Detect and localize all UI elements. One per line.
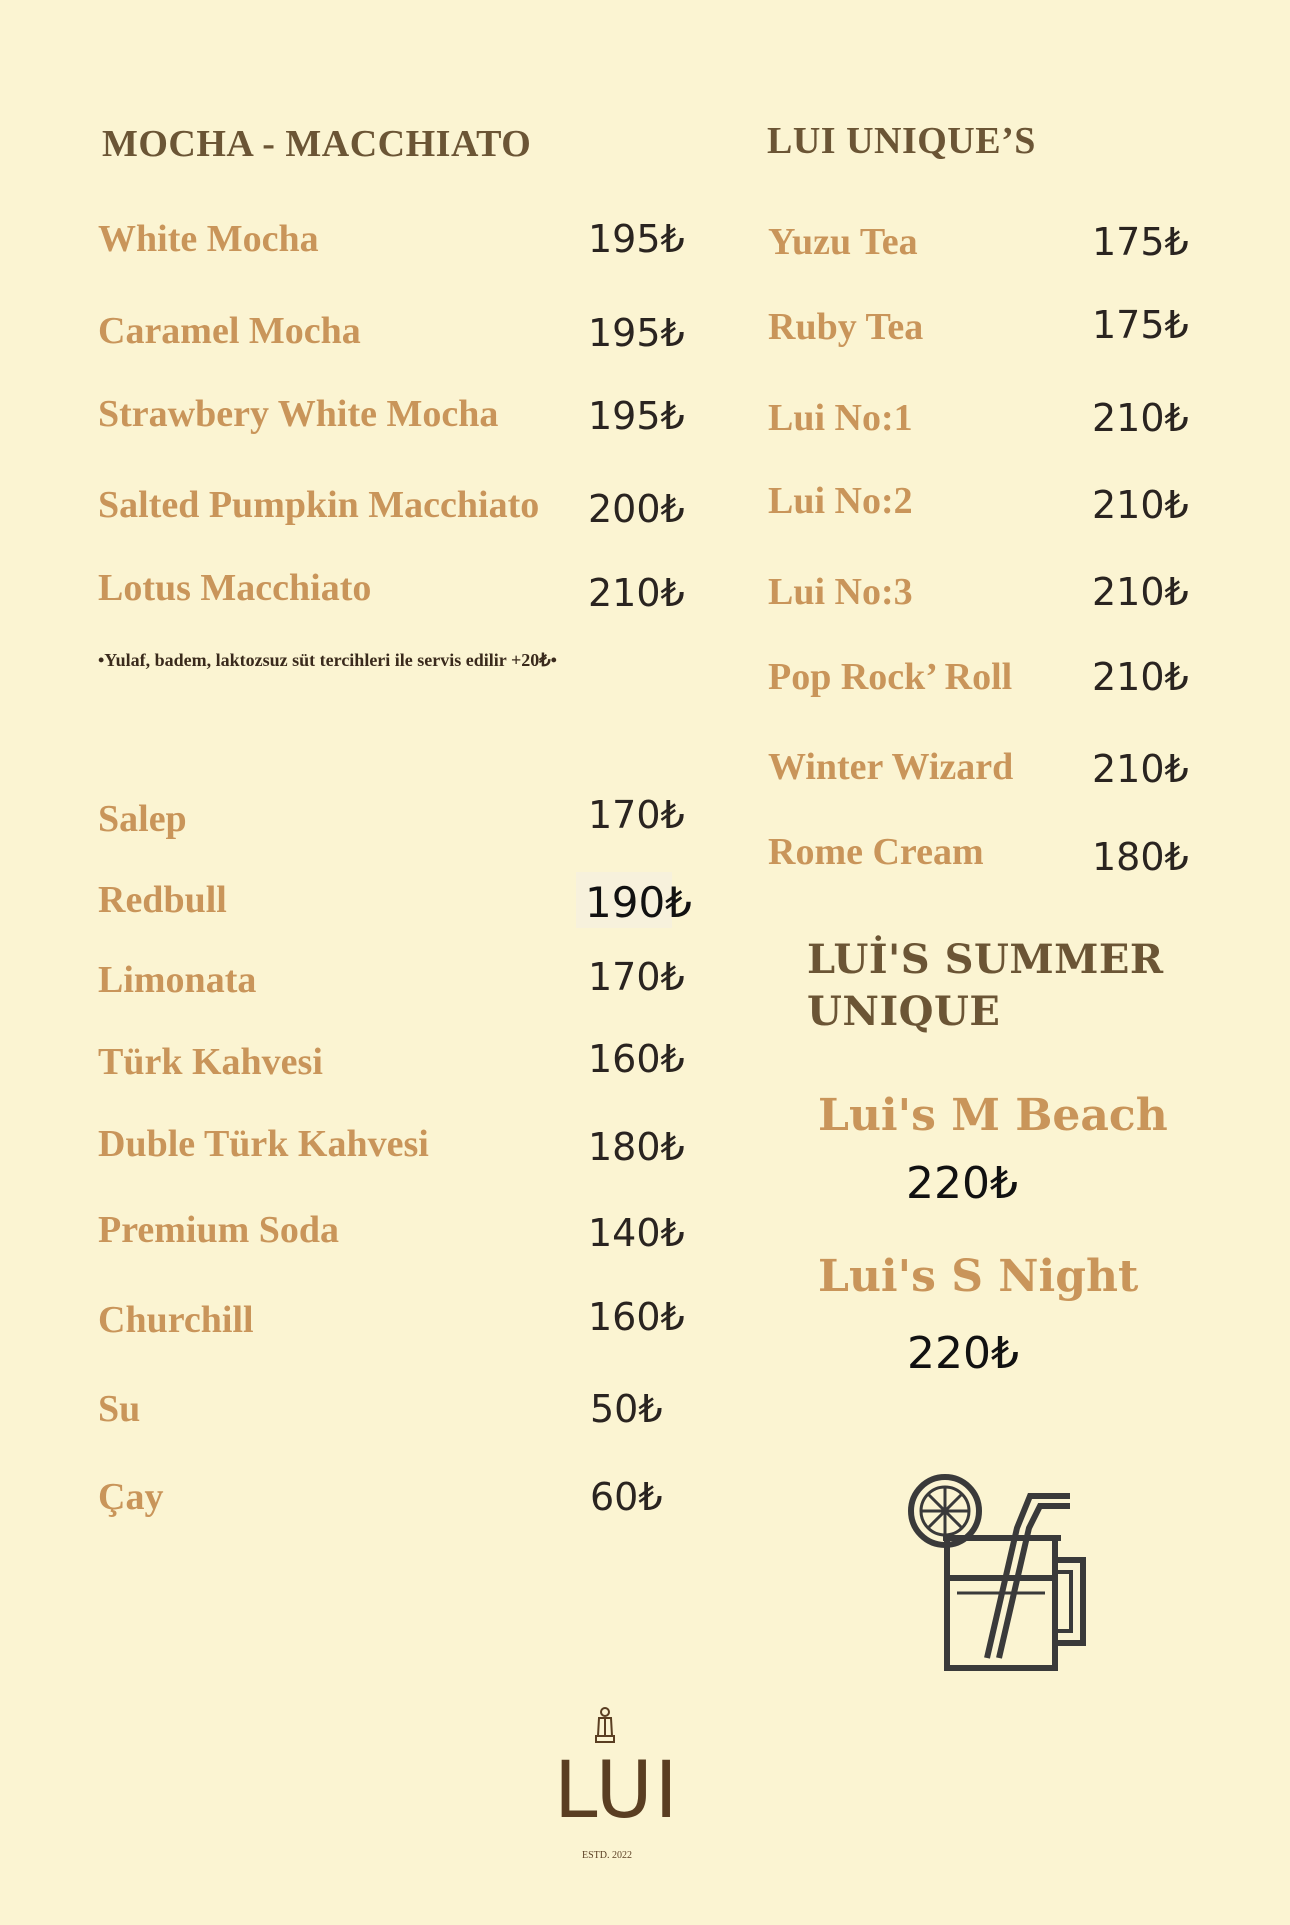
estd-text: ESTD. 2022 — [582, 1850, 632, 1861]
lemonade-jar-icon — [905, 1468, 1095, 1673]
summer-item-name: Lui's S Night — [818, 1251, 1139, 1302]
menu-item-price: 190₺ — [585, 878, 692, 927]
menu-item-price: 195₺ — [588, 217, 685, 261]
menu-item-name: Rome Cream — [768, 831, 984, 873]
menu-item-name: Yuzu Tea — [768, 221, 918, 263]
menu-item-price: 210₺ — [1092, 570, 1189, 614]
summer-heading-line1: LUİ'S SUMMER — [807, 936, 1164, 983]
milk-options-note: •Yulaf, badem, laktozsuz süt tercihleri ile servis edilir +20₺• — [98, 650, 557, 670]
menu-item-price: 195₺ — [588, 311, 685, 355]
menu-item-name: Duble Türk Kahvesi — [98, 1123, 429, 1165]
menu-item-name: Lotus Macchiato — [98, 567, 372, 609]
summer-heading-line2: UNIQUE — [807, 988, 1001, 1035]
menu-item-price: 160₺ — [588, 1037, 685, 1081]
menu-item-price: 180₺ — [588, 1125, 685, 1169]
menu-item-price: 210₺ — [1092, 483, 1189, 527]
menu-item-price: 170₺ — [588, 955, 685, 999]
menu-item-price: 60₺ — [590, 1475, 663, 1519]
menu-item-name: Premium Soda — [98, 1209, 340, 1251]
menu-item-price: 175₺ — [1092, 303, 1189, 347]
menu-item-price: 210₺ — [1092, 396, 1189, 440]
menu-item-name: Pop Rock’ Roll — [768, 656, 1013, 698]
menu-item-price: 160₺ — [588, 1295, 685, 1339]
menu-item-price: 180₺ — [1092, 835, 1189, 879]
menu-item-price: 140₺ — [588, 1211, 685, 1255]
menu-item-name: Salep — [98, 798, 187, 840]
menu-item-price: 175₺ — [1092, 220, 1189, 264]
menu-item-name: Lui No:1 — [768, 397, 913, 439]
lui-logo-text: LUI — [554, 1746, 680, 1836]
menu-item-name: Çay — [98, 1476, 164, 1518]
lui-crest-icon — [594, 1706, 616, 1746]
menu-item-name: Limonata — [98, 959, 257, 1001]
menu-item-price: 210₺ — [588, 571, 685, 615]
menu-item-name: Strawbery White Mocha — [98, 393, 499, 435]
menu-item-name: Lui No:2 — [768, 480, 913, 522]
menu-item-name: Churchill — [98, 1299, 254, 1341]
menu-item-name: White Mocha — [98, 218, 319, 260]
menu-item-price: 195₺ — [588, 394, 685, 438]
summer-item-name: Lui's M Beach — [818, 1090, 1168, 1141]
menu-item-name: Lui No:3 — [768, 571, 913, 613]
menu-item-price: 50₺ — [590, 1387, 663, 1431]
menu-item-name: Salted Pumpkin Macchiato — [98, 484, 540, 526]
summer-item-price: 220₺ — [907, 1328, 1019, 1379]
menu-item-price: 170₺ — [588, 793, 685, 837]
menu-item-name: Su — [98, 1388, 141, 1430]
menu-item-name: Caramel Mocha — [98, 310, 361, 352]
menu-item-price: 210₺ — [1092, 747, 1189, 791]
mocha-macchiato-heading: MOCHA - MACCHIATO — [102, 123, 532, 165]
menu-item-name: Redbull — [98, 879, 227, 921]
menu-item-price: 210₺ — [1092, 655, 1189, 699]
lui-uniques-heading: LUI UNIQUE’S — [767, 120, 1036, 162]
summer-unique-heading — [807, 934, 1164, 1038]
menu-item-name: Türk Kahvesi — [98, 1041, 323, 1083]
summer-item-price: 220₺ — [906, 1158, 1018, 1209]
menu-item-price: 200₺ — [588, 487, 685, 531]
menu-item-name: Winter Wizard — [768, 746, 1014, 788]
menu-item-name: Ruby Tea — [768, 306, 924, 348]
